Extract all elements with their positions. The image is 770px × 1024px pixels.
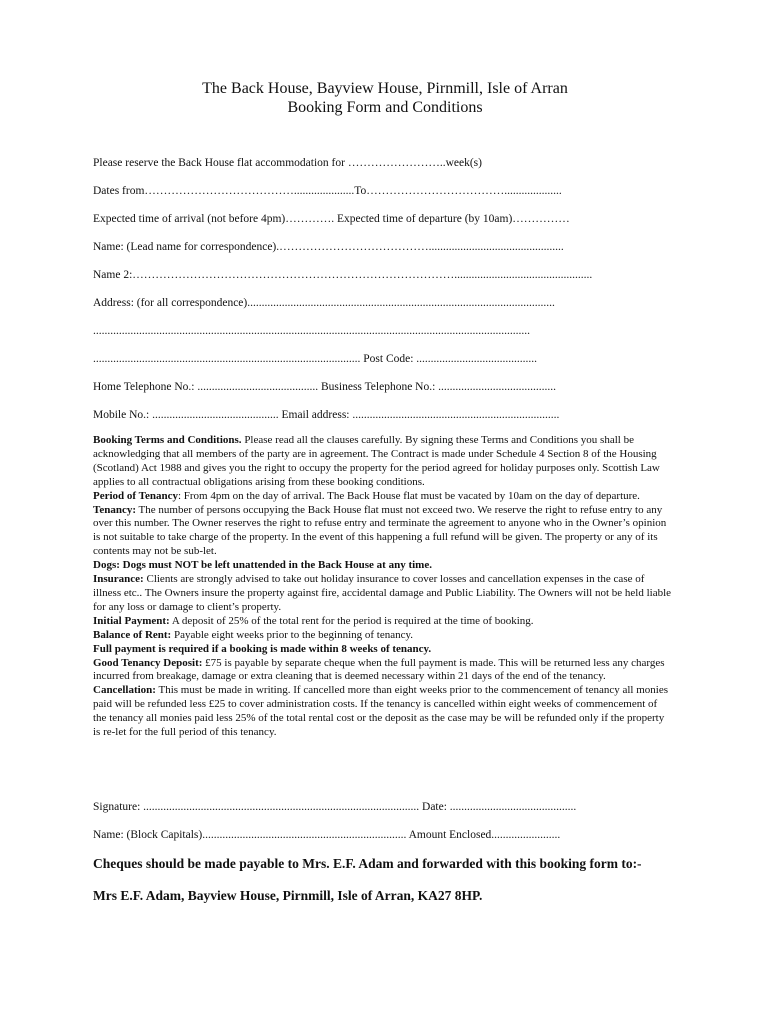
- clause-heading: Cancellation:: [93, 684, 156, 697]
- clause-text: A deposit of 25% of the total rent for the period is required at the time of booking.: [169, 614, 534, 627]
- clause-heading: Tenancy:: [93, 503, 136, 516]
- clause-heading: Insurance:: [93, 573, 144, 586]
- clause-heading: Booking Terms and Conditions.: [93, 434, 242, 446]
- clause-heading: Period of Tenancy: [93, 489, 178, 502]
- arrival-departure-field[interactable]: Expected time of arrival (not before 4pm)…………. Expected time of departure (by 10am)……………: [93, 213, 570, 225]
- clause-text: Clients are strongly advised to take out holiday insurance to cover losses and cancellation expenses in the case of illness etc.. The Owners insure the property against fire, accidental damage and Public Liability. The Owners will not be held liable for any loss or damage to client’s property.: [93, 573, 672, 613]
- clause-heading: Initial Payment:: [93, 614, 170, 627]
- block-capitals-amount-field[interactable]: Name: (Block Capitals)....................................................................... Amount Enclosed........................: [93, 829, 561, 841]
- terms-clause: [93, 657, 673, 685]
- mobile-email-fields[interactable]: Mobile No.: ............................................ Email address: ........................................................................: [93, 409, 560, 421]
- weeks-field[interactable]: Please reserve the Back House flat accommodation for ……………………..week(s): [93, 157, 482, 169]
- clause-text: : From 4pm on the day of arrival. The Back House flat must be vacated by 10am on the day of departure.: [177, 489, 640, 502]
- clause-text: The number of persons occupying the Back House flat must not exceed two. We reserve the right to refuse entry to any over this number. The Owner reserves the right to refuse entry and terminate the agreement to anyone who in the Owner’s opinion is not suitable to take charge of the property. In the event of this happening a full refund will be given. The property or any of its contents may not be sub-let.: [93, 503, 667, 558]
- clause-text: Payable eight weeks prior to the beginning of tenancy.: [171, 628, 414, 641]
- terms-clause: [93, 573, 673, 615]
- telephone-fields[interactable]: Home Telephone No.: .......................................... Business Telephone No.: .........................................: [93, 381, 557, 393]
- address-field[interactable]: Address: (for all correspondence)...........................................................................................................: [93, 297, 555, 309]
- clause-text: £75 is payable by separate cheque when the full payment is made. This will be returned less any charges incurred from breakage, damage or extra cleaning that is deemed necessary within 21 days of the end of the tenancy.: [93, 656, 665, 683]
- address-postcode-field[interactable]: ............................................................................................. Post Code: ..........................................: [93, 353, 538, 365]
- clause-heading: Dogs: Dogs must NOT be left unattended in the Back House at any time.: [93, 559, 432, 572]
- signature-date-field[interactable]: Signature: ................................................................................................ Date: ............................................: [93, 801, 577, 813]
- postal-address: Mrs E.F. Adam, Bayview House, Pirnmill, Isle of Arran, KA27 8HP.: [93, 888, 483, 903]
- document-subtitle: Booking Form and Conditions: [287, 99, 483, 116]
- clause-heading: Full payment is required if a booking is made within 8 weeks of tenancy.: [93, 642, 432, 655]
- clause-text: Please read all the clauses carefully. By signing these Terms and Conditions you shall be acknowledging that all members of the party are in agreement. The Contract is made under Schedule 4 Section 8 of the Housing (Scotland) Act 1988 and gives you the right to occupy the property for the period agreed for holiday purposes only. Scottish Law applies to all contractual obligations arising from these booking conditions.: [93, 434, 660, 488]
- terms-clause: [93, 643, 673, 657]
- terms-clause: [93, 504, 673, 560]
- lead-name-field[interactable]: Name: (Lead name for correspondence).…………………………………...............................................: [93, 241, 564, 253]
- terms-clause: [93, 615, 673, 629]
- terms-clause: [93, 684, 673, 740]
- clause-text: This must be made in writing. If cancelled more than eight weeks prior to the commencement of tenancy all monies paid will be refunded less £25 to cover administration costs. If the tenancy is cancelled within eight weeks of commencement of the tenancy all monies paid less 25% of the total rental cost or the deposit as the case may be will be refunded only if the property is re-let for the full period of this tenancy.: [93, 684, 669, 739]
- dates-field[interactable]: Dates from………………………………….....................To………………………………....................: [93, 185, 562, 197]
- address-line-2[interactable]: ........................................................................................................................................................: [93, 325, 530, 337]
- clause-heading: Balance of Rent:: [93, 628, 172, 641]
- cheques-instruction: Cheques should be made payable to Mrs. E.F. Adam and forwarded with this booking form to:-: [93, 856, 642, 871]
- terms-clause: [93, 490, 673, 504]
- terms-clause: [93, 559, 673, 573]
- terms-clause: [93, 434, 673, 490]
- terms-and-conditions: [93, 434, 673, 740]
- document-title: The Back House, Bayview House, Pirnmill, Isle of Arran: [202, 80, 568, 97]
- clause-heading: Good Tenancy Deposit:: [93, 656, 203, 669]
- name2-field[interactable]: Name 2:…………………………………………………………………………................................................: [93, 269, 593, 281]
- terms-clause: [93, 629, 673, 643]
